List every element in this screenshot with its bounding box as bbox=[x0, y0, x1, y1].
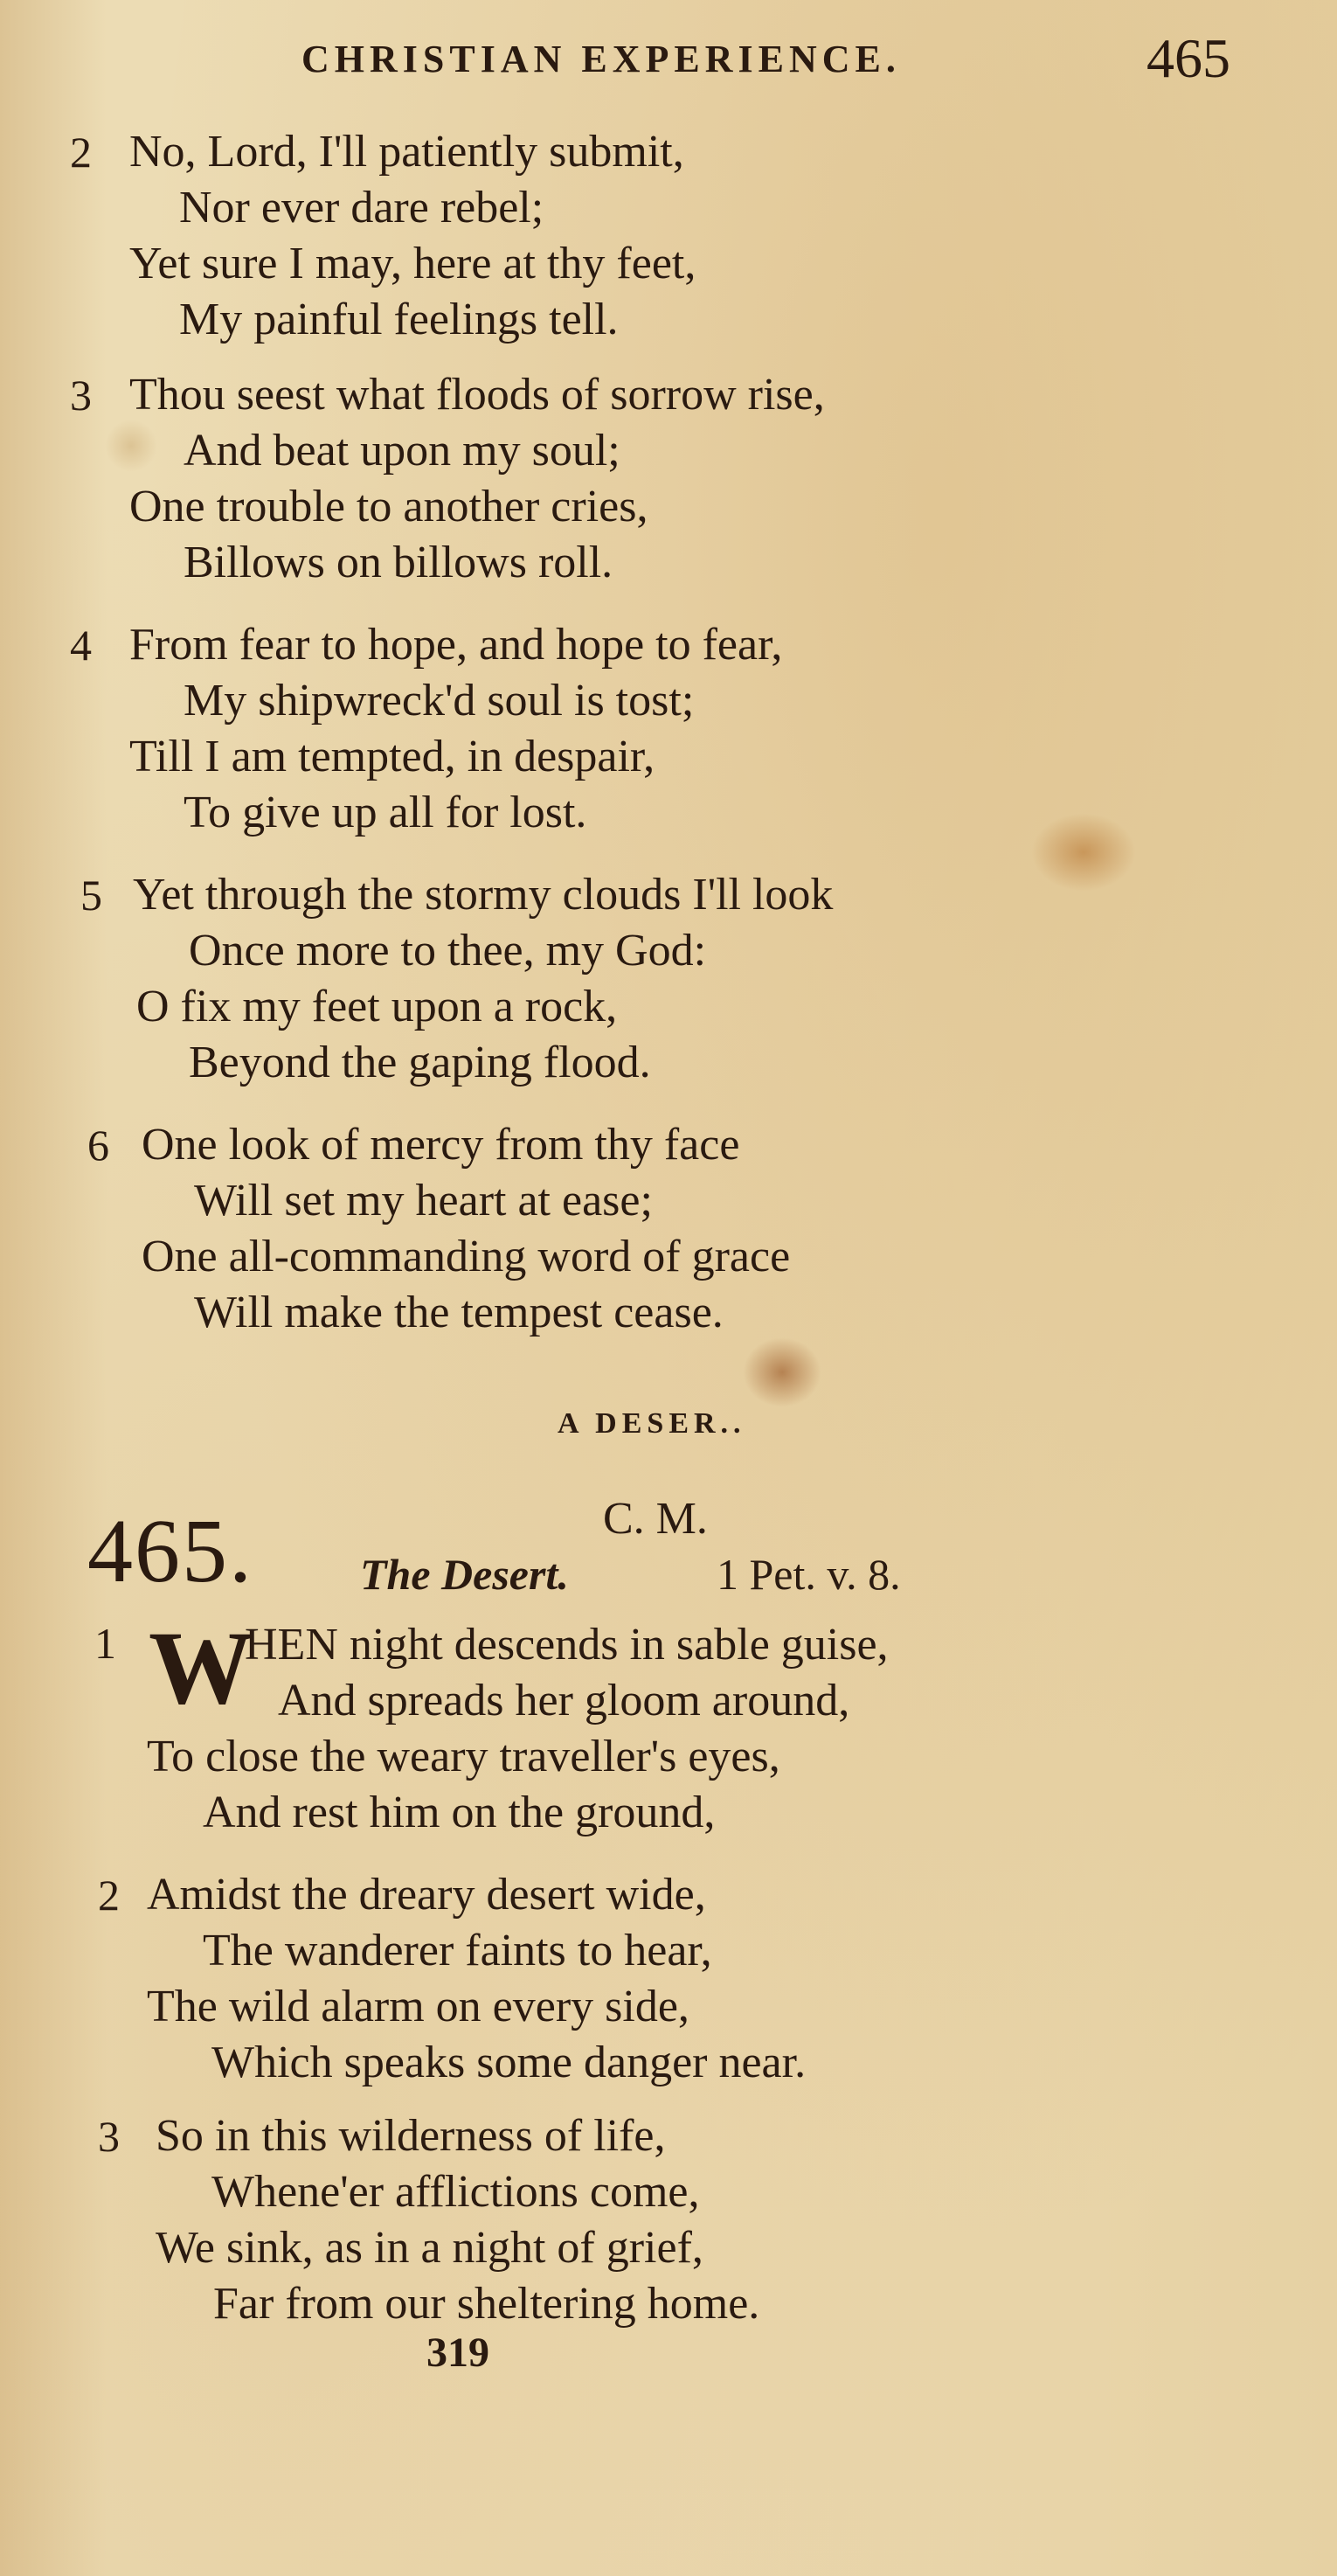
running-head-title: CHRISTIAN EXPERIENCE. bbox=[301, 38, 901, 80]
verse-line: O fix my feet upon a rock, bbox=[136, 982, 618, 1031]
verse-line: We sink, as in a night of grief, bbox=[156, 2223, 703, 2273]
drop-cap: W bbox=[149, 1609, 253, 1725]
verse-line: Will set my heart at ease; bbox=[194, 1176, 653, 1226]
verse-line: My painful feelings tell. bbox=[179, 295, 619, 344]
verse-line: And rest him on the ground, bbox=[203, 1788, 716, 1837]
paper-stain bbox=[1031, 813, 1136, 892]
verse-line: Amidst the dreary desert wide, bbox=[147, 1870, 706, 1920]
stanza-number: 4 bbox=[70, 621, 92, 670]
verse-line: Beyond the gaping flood. bbox=[189, 1038, 651, 1087]
verse-line: So in this wilderness of life, bbox=[156, 2111, 666, 2161]
verse-line: To close the weary traveller's eyes, bbox=[147, 1732, 780, 1781]
verse-line: And spreads her gloom around, bbox=[278, 1676, 850, 1725]
verse-line: From fear to hope, and hope to fear, bbox=[129, 620, 783, 670]
verse-line: Yet sure I may, here at thy feet, bbox=[129, 239, 696, 288]
stanza-number: 1 bbox=[94, 1619, 116, 1668]
verse-line: One all-commanding word of grace bbox=[142, 1232, 791, 1281]
scripture-reference: 1 Pet. v. 8. bbox=[717, 1550, 901, 1599]
verse-line: The wild alarm on every side, bbox=[147, 1982, 689, 2031]
hymn-title: The Desert. bbox=[360, 1550, 569, 1599]
stanza-number: 6 bbox=[87, 1121, 109, 1170]
section-caption: A DESER.. bbox=[558, 1407, 746, 1440]
stanza-number: 2 bbox=[70, 128, 92, 177]
paper-stain bbox=[105, 420, 157, 472]
verse-line: Once more to thee, my God: bbox=[189, 926, 707, 976]
verse-line: And beat upon my soul; bbox=[184, 426, 620, 476]
page-number: 465 bbox=[1146, 27, 1230, 89]
hymn-meter: C. M. bbox=[603, 1494, 708, 1544]
verse-line: HEN night descends in sable guise, bbox=[245, 1620, 889, 1670]
stanza-number: 5 bbox=[80, 871, 102, 920]
verse-line: One trouble to another cries, bbox=[129, 482, 648, 531]
stanza-number: 3 bbox=[98, 2112, 120, 2161]
signature-mark: 319 bbox=[426, 2330, 489, 2376]
verse-line: One look of mercy from thy face bbox=[142, 1120, 740, 1170]
verse-line: Will make the tempest cease. bbox=[194, 1288, 724, 1337]
verse-line: My shipwreck'd soul is tost; bbox=[184, 676, 695, 726]
verse-line: Nor ever dare rebel; bbox=[179, 183, 544, 233]
verse-line: Thou seest what floods of sorrow rise, bbox=[129, 370, 825, 420]
verse-line: The wanderer faints to hear, bbox=[203, 1926, 712, 1975]
stanza-number: 3 bbox=[70, 371, 92, 420]
verse-line: No, Lord, I'll patiently submit, bbox=[129, 127, 684, 177]
stanza-number: 2 bbox=[98, 1871, 120, 1920]
verse-line: Billows on billows roll. bbox=[184, 538, 613, 587]
verse-line: Yet through the stormy clouds I'll look bbox=[133, 870, 834, 920]
verse-line: Whene'er afflictions come, bbox=[211, 2167, 700, 2217]
verse-line: To give up all for lost. bbox=[184, 788, 587, 837]
verse-line: Till I am tempted, in despair, bbox=[129, 732, 655, 781]
running-head bbox=[0, 27, 1337, 89]
paper-stain bbox=[743, 1337, 821, 1407]
verse-line: Which speaks some danger near. bbox=[211, 2038, 807, 2087]
hymn-number: 465. bbox=[87, 1501, 253, 1601]
verse-line: Far from our sheltering home. bbox=[213, 2279, 760, 2329]
